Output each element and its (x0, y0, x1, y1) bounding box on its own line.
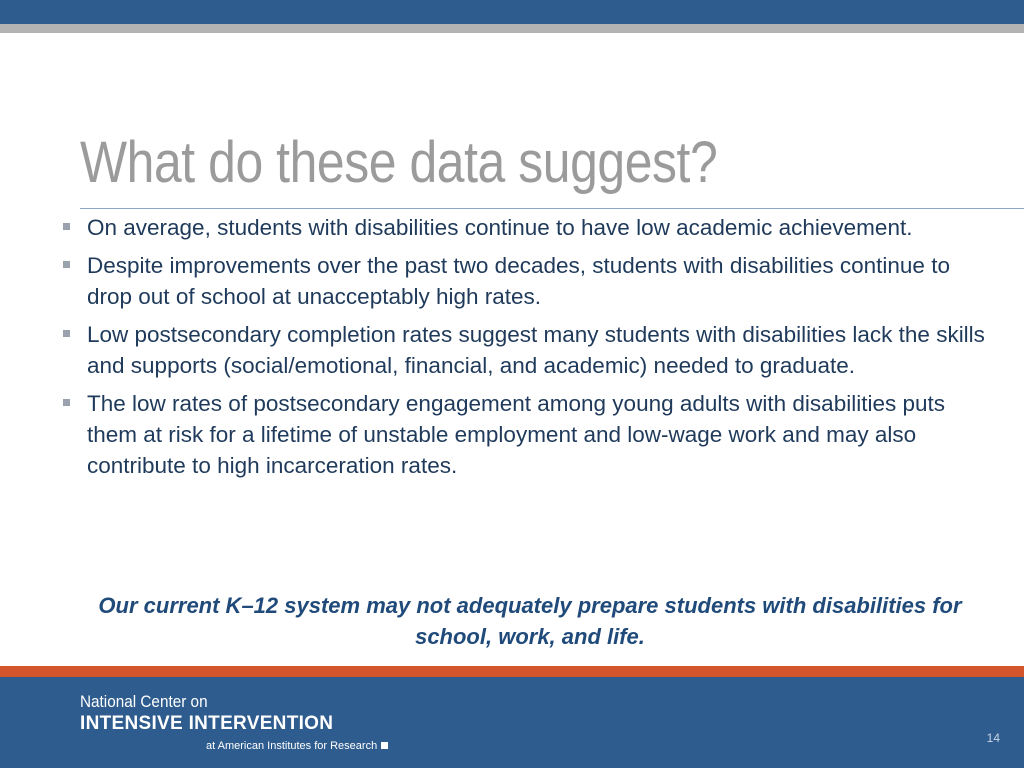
title-divider (80, 208, 1024, 209)
slide-title: What do these data suggest? (80, 130, 718, 195)
bullet-item (60, 319, 1000, 381)
logo-line-2: INTENSIVE INTERVENTION (80, 713, 334, 734)
footer (0, 677, 1024, 768)
square-bullet-icon (63, 399, 70, 406)
bullet-text: On average, students with disabilities continue to have low academic achievement. (87, 215, 913, 240)
bullet-list (60, 212, 1000, 488)
bullet-text: The low rates of postsecondary engagement among young adults with disabilities puts them at risk for a lifetime of unstable employment and low-wage work and may also contribute to high incarceration rates. (87, 391, 945, 478)
square-bullet-icon (63, 261, 70, 268)
bullet-item (60, 250, 1000, 312)
square-bullet-icon (63, 330, 70, 337)
conclusion-statement: Our current K–12 system may not adequately prepare students with disabilities for school, work, and life. (98, 593, 962, 649)
page-number: 14 (986, 731, 1000, 745)
square-bullet-icon (63, 223, 70, 230)
bullet-item (60, 212, 1000, 243)
bullet-text: Despite improvements over the past two decades, students with disabilities continue to drop out of school at unacceptably high rates. (87, 253, 950, 309)
bullet-item (60, 388, 1000, 481)
logo-line-3 (206, 740, 388, 752)
logo-line-1: National Center on (80, 692, 208, 711)
footer-accent-bar (0, 666, 1024, 677)
top-header-stripe (0, 24, 1024, 33)
logo-affiliation-text: at American Institutes for Research (206, 740, 378, 752)
top-header-band (0, 0, 1024, 24)
square-logo-icon (381, 742, 388, 749)
bullet-text: Low postsecondary completion rates suggest many students with disabilities lack the skills and supports (social/emotional, financial, and academic) needed to graduate. (87, 322, 985, 378)
